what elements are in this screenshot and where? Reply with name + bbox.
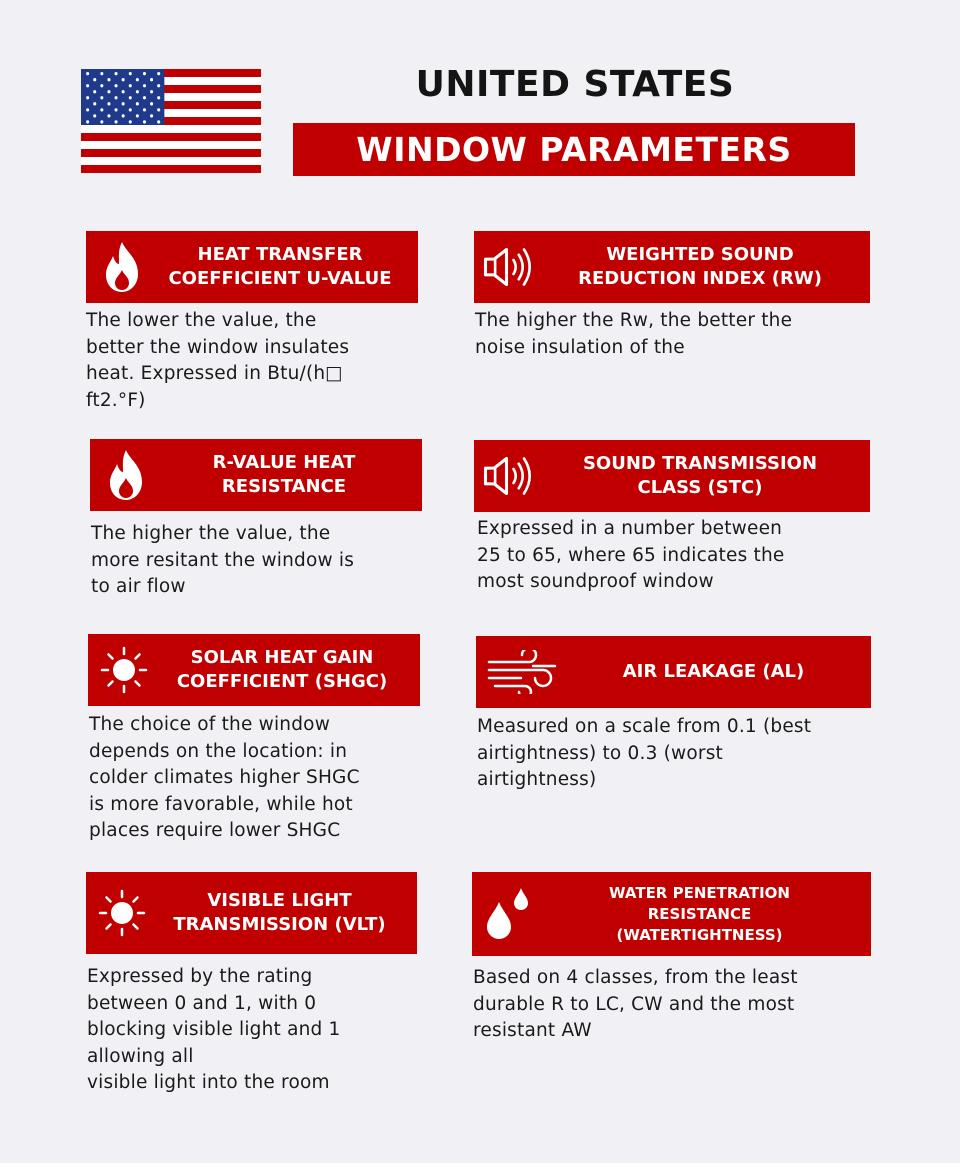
flame-icon	[98, 447, 154, 503]
card-description	[91, 521, 354, 601]
wind-icon	[484, 644, 564, 700]
speaker-icon	[482, 448, 538, 504]
desc-line: Measured on a scale from 0.1 (best	[477, 716, 812, 737]
desc-line: most soundproof window	[477, 571, 714, 592]
card-title-line: CLASS (STC)	[637, 477, 763, 498]
card-description	[477, 516, 784, 596]
card-title	[538, 243, 870, 291]
desc-line: The higher the value, the	[91, 523, 331, 544]
card-title	[154, 451, 422, 499]
card-description	[475, 308, 792, 361]
desc-line: 25 to 65, where 65 indicates the	[477, 544, 785, 566]
desc-line: places require lower SHGC	[89, 820, 341, 841]
desc-line: to air flow	[91, 576, 186, 597]
desc-line: The higher the Rw, the better the	[475, 310, 793, 331]
card-title-line: SOUND TRANSMISSION	[582, 453, 818, 474]
card-banner	[472, 872, 871, 956]
card-title	[152, 646, 420, 694]
speaker-icon	[482, 239, 538, 295]
desc-line: is more favorable, while hot	[89, 793, 353, 815]
desc-line: The lower the value, the	[86, 310, 317, 331]
desc-line: noise insulation of the	[475, 336, 685, 358]
card-title-line: (WATERTIGHTNESS)	[616, 925, 783, 944]
desc-line: better the window insulates	[86, 336, 350, 358]
page-subtitle: WINDOW PARAMETERS	[356, 130, 792, 169]
flame-icon	[94, 239, 150, 295]
card-title	[564, 660, 871, 684]
desc-line: resistant AW	[473, 1020, 592, 1041]
card-title-line: REDUCTION INDEX (RW)	[578, 268, 822, 289]
subtitle-banner	[293, 123, 855, 176]
desc-line: Expressed in a number between	[477, 518, 783, 539]
desc-line: colder climates higher SHGC	[89, 767, 360, 788]
us-flag-icon	[81, 69, 261, 173]
card-banner	[474, 231, 870, 303]
card-title-line: SOLAR HEAT GAIN	[190, 647, 374, 668]
desc-line: airtightness) to 0.3 (worst	[477, 742, 723, 764]
card-banner	[86, 231, 418, 303]
desc-line: allowing all	[87, 1045, 194, 1067]
card-banner	[476, 636, 871, 708]
desc-line: blocking visible light and 1	[87, 1019, 341, 1040]
desc-line: more resitant the window is	[91, 549, 355, 571]
card-banner	[90, 439, 422, 511]
desc-line: heat. Expressed in Btu/(h□	[86, 363, 343, 384]
card-banner	[88, 634, 420, 706]
card-title	[538, 452, 870, 500]
card-banner	[474, 440, 870, 512]
card-description	[473, 965, 798, 1045]
card-description	[89, 712, 360, 845]
desc-line: between 0 and 1, with 0	[87, 992, 317, 1014]
desc-line: visible light into the room	[87, 1072, 330, 1093]
sun-icon	[96, 642, 152, 698]
card-title	[536, 883, 871, 946]
card-title-line: WATER PENETRATION	[609, 883, 790, 902]
desc-line: ft2.°F)	[86, 389, 146, 411]
card-title-line: RESISTANCE	[221, 476, 347, 497]
card-title-line: AIR LEAKAGE (AL)	[622, 661, 805, 682]
desc-line: Expressed by the rating	[87, 966, 313, 987]
desc-line: Based on 4 classes, from the least	[473, 967, 798, 988]
desc-line: The choice of the window	[89, 714, 331, 735]
desc-line: durable R to LC, CW and the most	[473, 993, 795, 1015]
sun-icon	[94, 885, 150, 941]
desc-line: airtightness)	[477, 769, 597, 790]
card-title-line: TRANSMISSION (VLT)	[173, 914, 386, 935]
card-title-line: R-VALUE HEAT	[212, 452, 356, 473]
card-description	[87, 964, 341, 1097]
card-title-line: RESISTANCE	[647, 904, 752, 923]
card-banner	[86, 872, 417, 954]
card-title-line: HEAT TRANSFER	[197, 244, 363, 265]
card-title-line: COEFFICIENT (SHGC)	[176, 671, 388, 692]
card-title-line: WEIGHTED SOUND	[606, 244, 794, 265]
card-description	[477, 714, 811, 794]
card-title-line: COEFFICIENT U-VALUE	[168, 268, 392, 289]
card-title-line: VISIBLE LIGHT	[207, 890, 352, 911]
card-title	[150, 889, 417, 937]
card-title	[150, 243, 418, 291]
water-drops-icon	[480, 886, 536, 942]
desc-line: depends on the location: in	[89, 740, 348, 762]
card-description	[86, 308, 349, 414]
page-title: UNITED STATES	[415, 64, 735, 105]
